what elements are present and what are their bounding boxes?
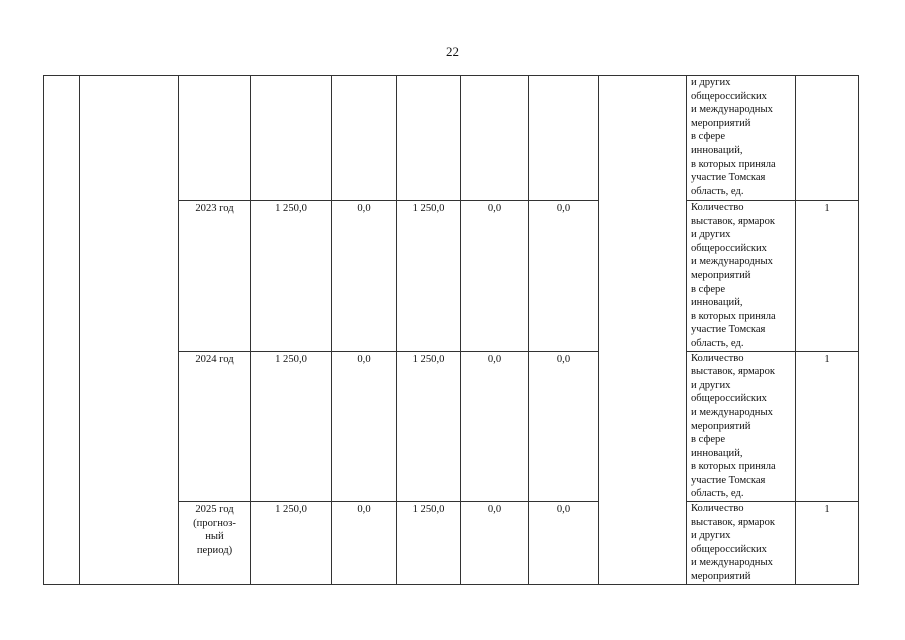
- index-cell: [44, 76, 80, 585]
- page-number: 22: [446, 44, 459, 59]
- indicator-cell: Количество выставок, ярмарок и других общероссийских и международных мероприятий: [687, 502, 796, 585]
- other-sources-cell: [529, 76, 599, 201]
- indicator-value-cell: [796, 76, 859, 201]
- other-sources-cell: 0,0: [529, 351, 599, 502]
- total-cell: 1 250,0: [251, 351, 332, 502]
- federal-budget-cell: 0,0: [332, 351, 397, 502]
- event-name-cell: [80, 76, 179, 585]
- local-budget-cell: 0,0: [461, 502, 529, 585]
- indicator-value-cell: 1: [796, 351, 859, 502]
- federal-budget-cell: 0,0: [332, 502, 397, 585]
- local-budget-cell: 0,0: [461, 201, 529, 352]
- other-sources-cell: 0,0: [529, 502, 599, 585]
- total-cell: [251, 76, 332, 201]
- executor-cell: [599, 76, 687, 585]
- indicator-cell: Количество выставок, ярмарок и других общероссийских и международных мероприятий в сфере инноваций, в которых приняла участие Томская область, ед.: [687, 201, 796, 352]
- table-row: [44, 76, 859, 201]
- regional-budget-cell: [397, 76, 461, 201]
- period-cell: 2024 год: [179, 351, 251, 502]
- other-sources-cell: 0,0: [529, 201, 599, 352]
- period-cell: 2023 год: [179, 201, 251, 352]
- local-budget-cell: 0,0: [461, 351, 529, 502]
- indicator-value-cell: 1: [796, 502, 859, 585]
- indicator-cell: Количество выставок, ярмарок и других общероссийских и международных мероприятий в сфере инноваций, в которых приняла участие Томская область, ед.: [687, 351, 796, 502]
- federal-budget-cell: 0,0: [332, 201, 397, 352]
- program-table: [43, 75, 859, 585]
- regional-budget-cell: 1 250,0: [397, 351, 461, 502]
- period-cell: [179, 76, 251, 201]
- regional-budget-cell: 1 250,0: [397, 502, 461, 585]
- regional-budget-cell: 1 250,0: [397, 201, 461, 352]
- federal-budget-cell: [332, 76, 397, 201]
- total-cell: 1 250,0: [251, 201, 332, 352]
- indicator-cell: и других общероссийских и международных мероприятий в сфере инноваций, в которых приняла участие Томская область, ед.: [687, 76, 796, 201]
- period-cell: 2025 год (прогноз- ный период): [179, 502, 251, 585]
- total-cell: 1 250,0: [251, 502, 332, 585]
- indicator-value-cell: 1: [796, 201, 859, 352]
- local-budget-cell: [461, 76, 529, 201]
